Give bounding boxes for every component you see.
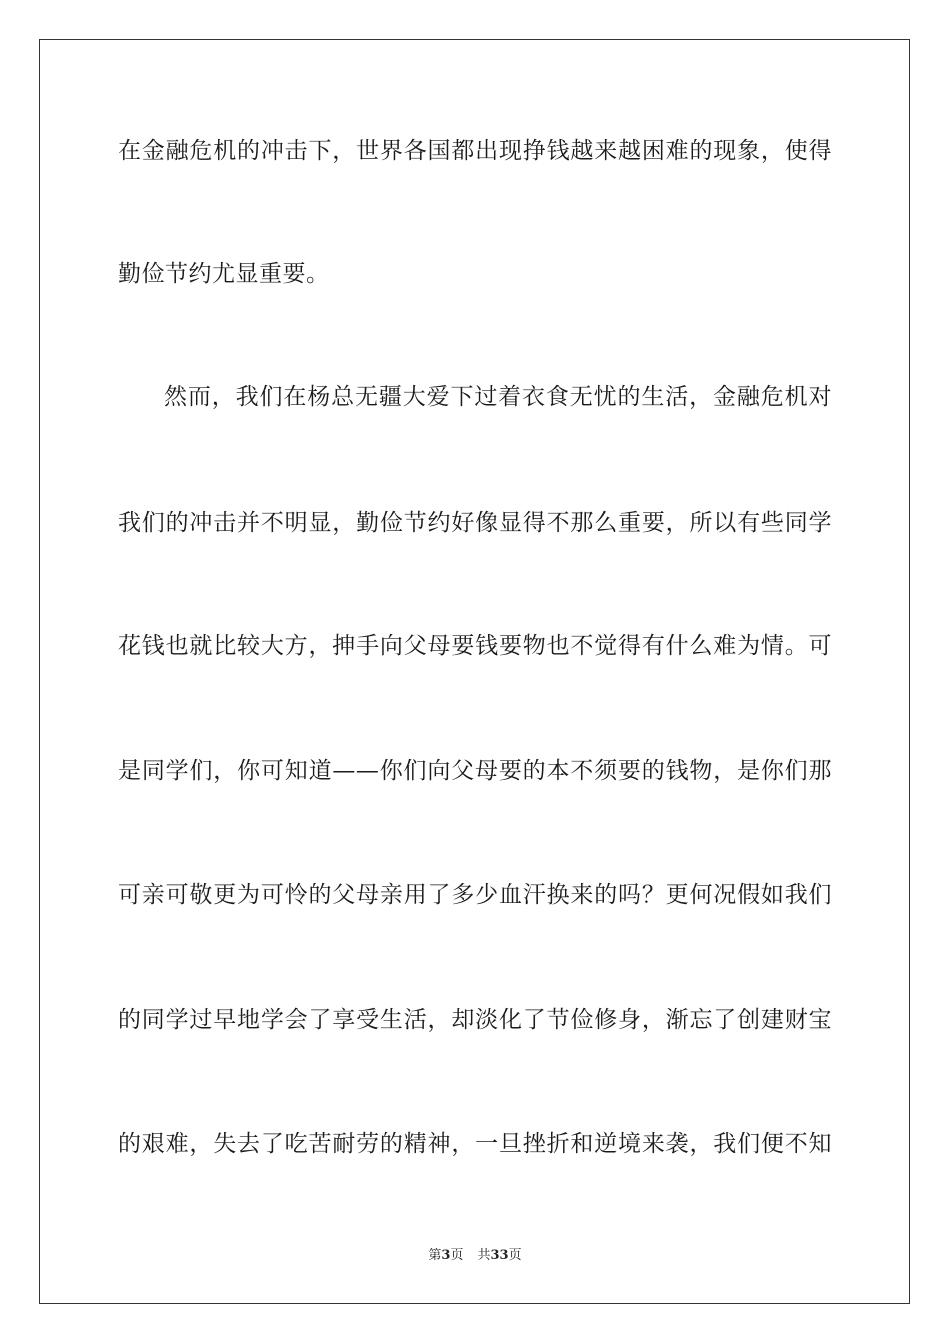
total-pages: 33 — [490, 1248, 509, 1263]
total-prefix: 共 — [477, 1248, 491, 1263]
page-border — [39, 39, 910, 1304]
page-suffix: 页 — [450, 1248, 464, 1263]
page-number: 3 — [441, 1248, 451, 1263]
text-line-4: 我们的冲击并不明显，勤俭节约好像显得不那么重要，所以有些同学 — [118, 510, 832, 536]
text-line-1: 在金融危机的冲击下，世界各国都出现挣钱越来越困难的现象，使得 — [118, 138, 832, 164]
text-line-9: 的艰难，失去了吃苦耐劳的精神，一旦挫折和逆境来袭，我们便不知 — [118, 1131, 832, 1157]
text-line-3: 然而，我们在杨总无疆大爱下过着衣食无忧的生活，金融危机对 — [164, 384, 832, 410]
total-suffix: 页 — [508, 1248, 522, 1263]
page-prefix: 第 — [428, 1248, 442, 1263]
text-line-8: 的同学过早地学会了享受生活，却淡化了节俭修身，渐忘了创建财宝 — [118, 1007, 832, 1033]
text-line-7: 可亲可敬更为可怜的父母亲用了多少血汗换来的吗？更何况假如我们 — [118, 882, 832, 908]
page-footer — [0, 1247, 950, 1265]
text-line-2: 勤俭节约尤显重要。 — [118, 261, 330, 287]
text-line-5: 花钱也就比较大方，抻手向父母要钱要物也不觉得有什么难为情。可 — [118, 633, 832, 659]
text-line-6: 是同学们，你可知道——你们向父母要的本不须要的钱物，是你们那 — [118, 758, 832, 784]
